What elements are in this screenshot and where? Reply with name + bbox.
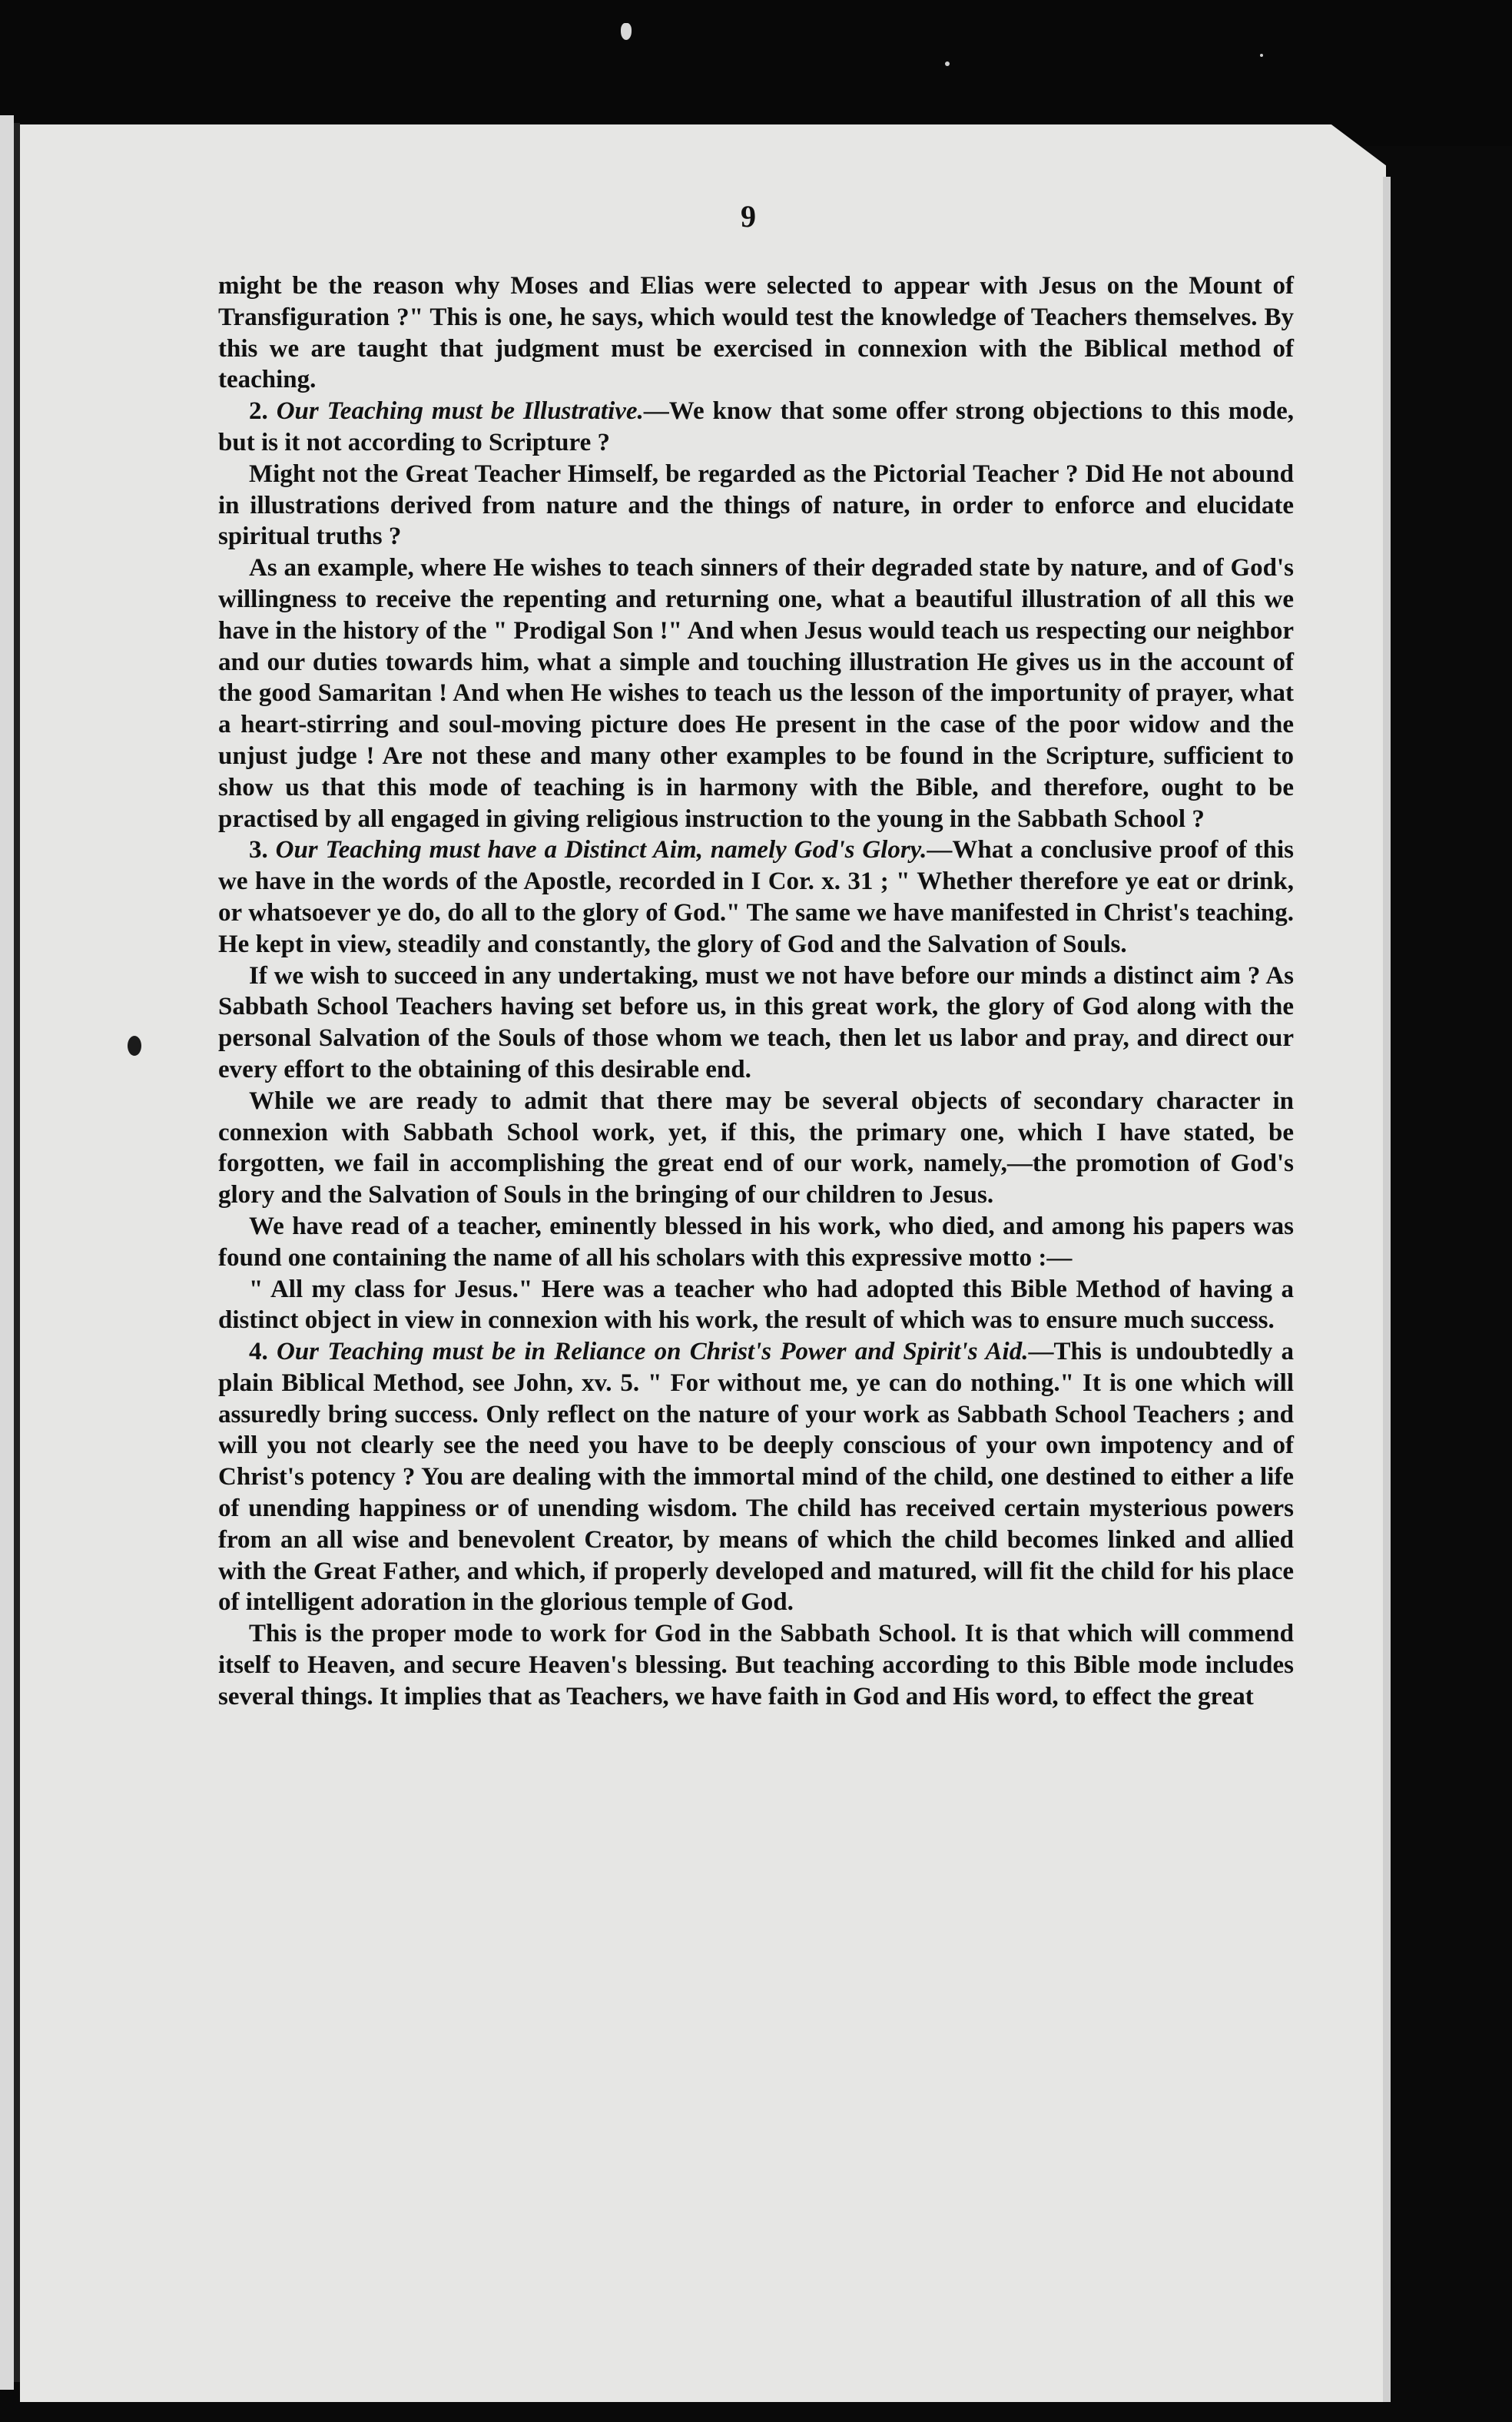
paragraph: This is the proper mode to work for God in the Sabbath School. It is that which will commend itself to Heaven, and secure Heaven's blessing. But teaching according to this Bible mode includes several things. It implies that as Teachers, we have faith in God and His word, to effect the great bbox=[218, 1620, 1294, 1710]
ink-blot bbox=[128, 1036, 141, 1056]
dust-speck bbox=[1260, 54, 1263, 57]
binding-edge bbox=[0, 115, 14, 2390]
paragraph: might be the reason why Moses and Elias were selected to appear with Jesus on the Mount of Transfiguration ?" This is one, he says, which would test the knowledge of Teachers themselves. By this we are taught that judgment must be exercised in connexion with the Biblical method of teaching. bbox=[218, 272, 1294, 394]
paragraph: We have read of a teacher, eminently blessed in his work, who died, and among his papers was found one containing the name of all his scholars with this expressive motto :— bbox=[218, 1212, 1294, 1272]
body-text bbox=[218, 270, 1294, 1713]
paragraph: While we are ready to admit that there may be several objects of secondary character in connexion with Sabbath School work, yet, if this, the primary one, which I have stated, be forgotten, we fail in accomplishing the great end of our work, namely,—the promotion of God's glory and the Salvation of Souls in the bringing of our children to Jesus. bbox=[218, 1087, 1294, 1209]
page-number: 9 bbox=[741, 199, 756, 234]
dust-speck bbox=[945, 61, 950, 66]
paragraph: 3. Our Teaching must have a Distinct Aim, namely God's Glory.—What a conclusive proof of this we have in the words of the Apostle, recorded in I Cor. x. 31 ; " Whether therefore ye eat or drink, or whatsoever ye do, do all to the glory of God." The same we have manifested in Christ's teaching. He kept in view, steadily and constantly, the glory of God and the Salvation of Souls. bbox=[218, 836, 1295, 958]
paragraph: Might not the Great Teacher Himself, be regarded as the Pictorial Teacher ? Did He not abound in illustrations derived from nature and the things of nature, in order to enforce and elucidate spiritual truths ? bbox=[218, 460, 1294, 551]
section-heading: Our Teaching must have a Distinct Aim, namely God's Glory. bbox=[275, 836, 927, 864]
scan-mark bbox=[621, 23, 632, 40]
section-heading: Our Teaching must be Illustrative. bbox=[276, 397, 644, 426]
paragraph: 4. Our Teaching must be in Reliance on Christ's Power and Spirit's Aid.—This is undoubtedly a plain Biblical Method, see John, xv. 5. " For without me, ye can do nothing." It is one which will assuredly bring success. Only reflect on the nature of your work as Sabbath School Teachers ; and will you not clearly see the need you have to be deeply conscious of your own impotency and of Christ's potency ? You are dealing with the immortal mind of the child, one destined to either a life of unending happiness or of unending wisdom. The child has received certain mysterious powers from an all wise and benevolent Creator, by means of which the child becomes linked and allied with the Great Father, and which, if properly developed and matured, will fit the child for his place of intelligent adoration in the glorious temple of God. bbox=[218, 1338, 1295, 1617]
paragraph: If we wish to succeed in any undertaking, must we not have before our minds a distinct aim ? As Sabbath School Teachers having set before us, in this great work, the glory of God along with the personal Salvation of the Souls of those whom we teach, then let us labor and pray, and direct our every effort to the obtaining of this desirable end. bbox=[218, 961, 1294, 1083]
paragraph: As an example, where He wishes to teach sinners of their degraded state by nature, and of God's willingness to receive the repenting and returning one, what a beautiful illustration of all this we have in the history of the " Prodigal Son !" And when Jesus would teach us respecting our neighbor and our duties towards him, what a simple and touching illustration He gives us in the account of the good Samaritan ! And when He wishes to teach us the lesson of the importunity of prayer, what a heart-stirring and soul-moving picture does He present in the case of the poor widow and the unjust judge ! Are not these and many other examples to be found in the Scripture, sufficient to show us that this mode of teaching is in harmony with the Bible, and therefore, ought to be practised by all engaged in giving religious instruction to the young in the Sabbath School ? bbox=[218, 554, 1294, 833]
binding-shadow bbox=[14, 123, 20, 2382]
paragraph: 2. Our Teaching must be Illustrative.—We know that some offer strong objections to this mode, but is it not according to Scripture ? bbox=[218, 397, 1294, 456]
paragraph: " All my class for Jesus." Here was a teacher who had adopted this Bible Method of having a distinct object in view in connexion with his work, the result of which was to ensure much success. bbox=[218, 1275, 1294, 1335]
section-heading: Our Teaching must be in Reliance on Christ's Power and Spirit's Aid. bbox=[277, 1338, 1029, 1366]
page-edge bbox=[1383, 177, 1391, 2402]
scan-background-top bbox=[0, 0, 1512, 146]
